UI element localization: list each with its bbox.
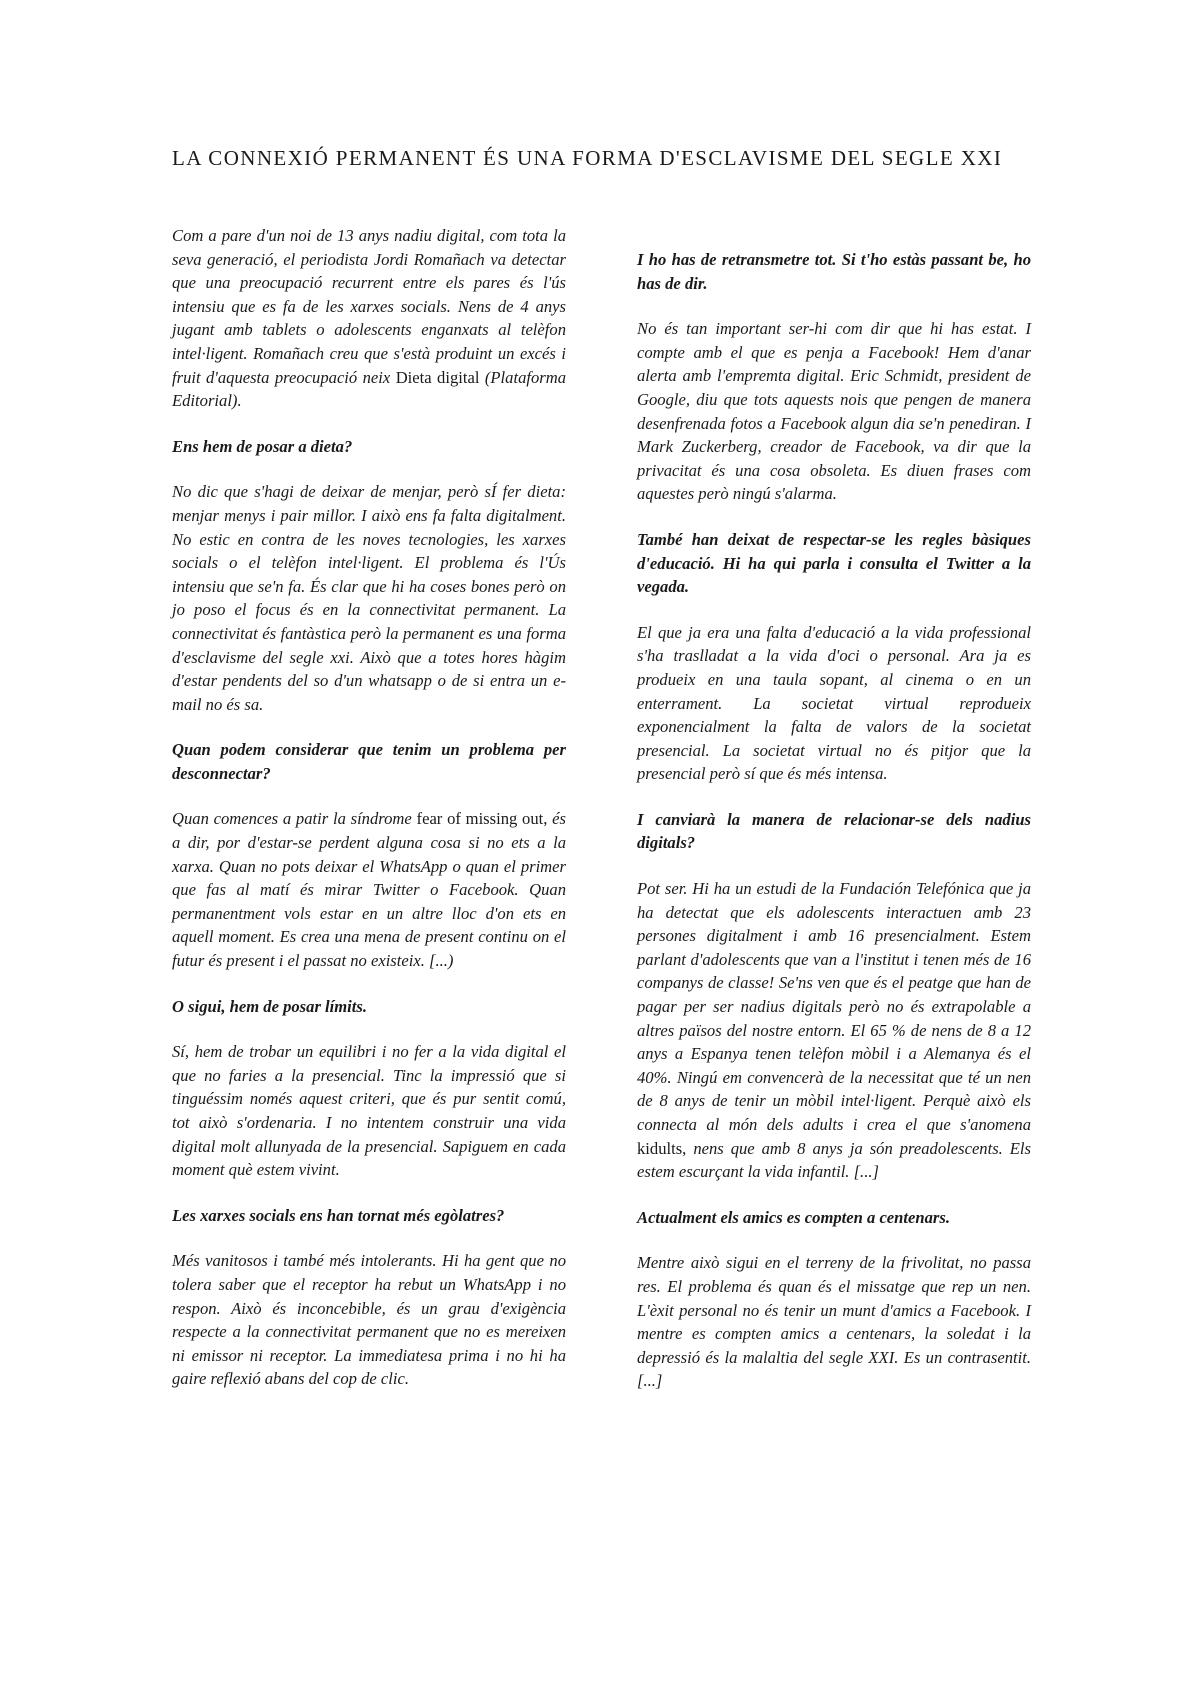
question-heading: Actualment els amics es compten a centenars. <box>637 1207 950 1227</box>
question-heading: I ho has de retransmetre tot. Si t'ho estàs passant be, ho has de dir. <box>637 250 1031 293</box>
question-heading: Quan podem considerar que tenim un problema per desconnectar? <box>172 740 566 783</box>
question-heading: I canviarà la manera de relacionar-se dels nadius digitals? <box>637 809 1031 853</box>
intro-text: Com a pare d'un noi de 13 anys nadiu digital, com tota la seva generació, el periodista Jordi Romañach va detectar que una preocupació recurrent entre els pares és l'ús intensiu que es fa de les xarxes socials. Nens de 4 anys jugant amb tablets o adolescents enganxats al telèfon intel·ligent. Romañach creu que s'està produint un excés i fruit d'aquesta preocupació neix <box>172 226 566 387</box>
page-title: LA CONNEXIÓ PERMANENT ÉS UNA FORMA D'ESCLAVISME DEL SEGLE XXI <box>172 146 1003 170</box>
question-heading: Les xarxes socials ens han tornat més egòlatres? <box>172 1205 505 1225</box>
book-title: Dieta digital <box>395 367 480 387</box>
answer-text: Pot ser. Hi ha un estudi de la Fundación Telefónica que ja ha detectat que els adolescents interactuen amb 23 persones digitalment i amb 16 presencialment. Estem parlant d'adolescents que van a l'institut i tenen més de 16 companys de classe! Se'ns ven que és el peatge que han de pagar per ser nadius digitals però no és extrapolable a altres països del nostre entorn. El 65 % de nens de 8 a 12 anys a Espanya tenen telèfon mòbil i a Alemanya és el 40%. Ningú em convencerà de la necessitat que té un nen de 8 anys de tenir un mòbil intel·ligent. Perquè això els connecta al món dels adults i crea el que s'anomena <box>637 879 1031 1134</box>
answer-paragraph: No és tan important ser-hi com dir que hi has estat. I compte amb el que es penja a Facebook! Hem d'anar alerta amb l'empremta digital. Eric Schmidt, president de Google, diu que tots aquests nois que pengen de manera desenfrenada fotos a Facebook algun dia se'n penediran. I Mark Zuckerberg, creador de Facebook, va dir que la privacitat és una cosa obsoleta. Es diuen frases com aquestes però ningú s'alarma. <box>637 319 1031 504</box>
question-heading: També han deixat de respectar-se les regles bàsiques d'educació. Hi ha qui parla i consulta el Twitter a la vegada. <box>637 529 1031 597</box>
answer-paragraph <box>637 877 1031 1184</box>
question-heading: O sigui, hem de posar límits. <box>172 996 368 1016</box>
answer-paragraph: Sí, hem de trobar un equilibri i no fer a la vida digital el que no faries a la presencial. Tinc la impressió que si tinguéssim només aquest criteri, que és pur sentit comú, tot això s'ordenaria. I no intentem construir una vida digital molt allunyada de la presencial. Sapiguem en cada moment què estem vivint. <box>172 1042 566 1180</box>
question-heading: Ens hem de posar a dieta? <box>172 436 353 456</box>
left-column <box>172 224 566 1413</box>
right-column <box>637 248 1031 1415</box>
publisher: (Plataforma Editorial). <box>172 367 567 411</box>
answer-paragraph <box>172 807 566 972</box>
intro-paragraph <box>172 224 566 413</box>
answer-paragraph: Més vanitosos i també més intolerants. Hi ha gent que no tolera saber que el receptor ha rebut un WhatsApp i no respon. Això és inconcebible, és un grau d'exigència respecte a la connectivitat permanent que no es mereixen ni emissor ni receptor. La immediatesa prima i no hi ha gaire reflexió abans del cop de clic. <box>172 1251 566 1389</box>
answer-paragraph: No dic que s'hagi de deixar de menjar, però sÍ fer dieta: menjar menys i pair millor. I això ens fa falta digitalment. No estic en contra de les noves tecnologies, les xarxes socials o el telèfon intel·ligent. El problema és l'Ús intensiu que se'n fa. És clar que hi ha coses bones però on jo poso el focus és en la connectivitat permanent. La connectivitat és fantàstica però la permanent es una forma d'esclavisme del segle xxi. Això que a totes hores hàgim d'estar pendents del so d'un whatsapp o de si entra un e-mail no és sa. <box>172 482 566 714</box>
answer-text: és a dir, por d'estar-se perdent alguna cosa si no ets a la xarxa. Quan no pots deixar el WhatsApp o quan el primer que fas al matí és mirar Twitter o Facebook. Quan permanentment vols estar en un altre lloc d'on ets en aquell moment. Es crea una mena de present continu on el futur és present i el passat no existeix. [...) <box>172 809 566 971</box>
answer-paragraph: Mentre això sigui en el terreny de la frivolitat, no passa res. El problema és quan és el missatge que rep un nen. L'èxit personal no és tenir un munt d'amics a Facebook. I mentre es compten amics a centenars, la soledat i la depressió és la malaltia del segle XXI. Es un contrasentit. [...] <box>637 1253 1031 1391</box>
answer-text: nens que amb 8 anys ja són preadolescents. Els estem escurçant la vida infantil. [...] <box>637 1138 1031 1182</box>
english-term: kidults, <box>637 1138 687 1158</box>
answer-text: Quan comences a patir la síndrome <box>172 809 412 829</box>
answer-paragraph: El que ja era una falta d'educació a la vida professional s'ha traslladat a la vida d'oci o personal. Ara ja es produeix en una taula sopant, al cinema o en un enterrament. La societat virtual reprodueix exponencialment la falta de valors de la societat presencial. La societat virtual no és pitjor que la presencial però sí que és més intensa. <box>637 622 1031 784</box>
english-term: fear of missing out, <box>416 809 548 829</box>
